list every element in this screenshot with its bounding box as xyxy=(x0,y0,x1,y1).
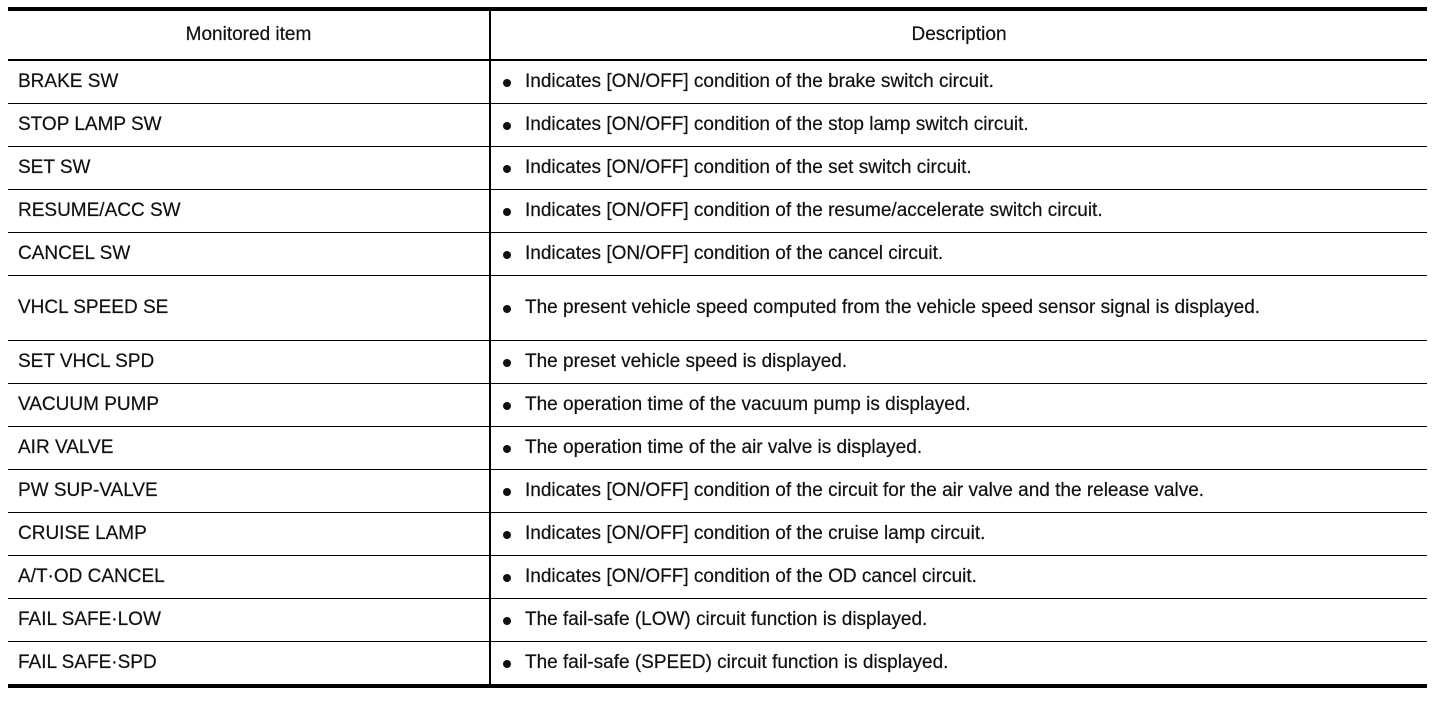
monitored-item-cell: VHCL SPEED SE xyxy=(8,276,490,341)
monitored-item-cell: BRAKE SW xyxy=(8,60,490,104)
table-row xyxy=(8,147,1427,190)
bullet-icon xyxy=(503,251,511,259)
description-cell xyxy=(490,147,1427,190)
table-row xyxy=(8,427,1427,470)
table-row xyxy=(8,384,1427,427)
bullet-icon xyxy=(503,402,511,410)
header-monitored-item: Monitored item xyxy=(8,9,490,60)
table-row xyxy=(8,60,1427,104)
table-row xyxy=(8,642,1427,687)
monitored-item-cell: A/T·OD CANCEL xyxy=(8,556,490,599)
table-row xyxy=(8,104,1427,147)
bullet-icon xyxy=(503,305,511,313)
description-text: The fail-safe (SPEED) circuit function is displayed. xyxy=(525,652,949,673)
bullet-icon xyxy=(503,488,511,496)
description-text: Indicates [ON/OFF] condition of the stop lamp switch circuit. xyxy=(525,114,1029,135)
bullet-icon xyxy=(503,359,511,367)
monitored-item-cell: FAIL SAFE·LOW xyxy=(8,599,490,642)
description-text: Indicates [ON/OFF] condition of the OD cancel circuit. xyxy=(525,566,977,587)
monitored-item-cell: RESUME/ACC SW xyxy=(8,190,490,233)
header-description: Description xyxy=(490,9,1427,60)
bullet-icon xyxy=(503,165,511,173)
table-row xyxy=(8,556,1427,599)
table-row xyxy=(8,470,1427,513)
monitored-item-cell: PW SUP-VALVE xyxy=(8,470,490,513)
table-header-row xyxy=(8,9,1427,60)
monitored-item-cell: SET VHCL SPD xyxy=(8,341,490,384)
table-row xyxy=(8,190,1427,233)
bullet-icon xyxy=(503,79,511,87)
bullet-icon xyxy=(503,574,511,582)
description-cell xyxy=(490,104,1427,147)
table-row xyxy=(8,276,1427,341)
monitored-item-cell: STOP LAMP SW xyxy=(8,104,490,147)
description-text: The fail-safe (LOW) circuit function is displayed. xyxy=(525,609,928,630)
description-cell xyxy=(490,427,1427,470)
monitored-item-cell: CRUISE LAMP xyxy=(8,513,490,556)
description-text: The preset vehicle speed is displayed. xyxy=(525,351,848,372)
description-text: Indicates [ON/OFF] condition of the cancel circuit. xyxy=(525,243,944,264)
description-cell xyxy=(490,190,1427,233)
description-text: The operation time of the vacuum pump is displayed. xyxy=(525,394,971,415)
description-cell xyxy=(490,599,1427,642)
bullet-icon xyxy=(503,660,511,668)
description-text: Indicates [ON/OFF] condition of the cruise lamp circuit. xyxy=(525,523,986,544)
table-row xyxy=(8,599,1427,642)
description-cell xyxy=(490,556,1427,599)
monitored-item-cell: AIR VALVE xyxy=(8,427,490,470)
description-cell xyxy=(490,341,1427,384)
bullet-icon xyxy=(503,208,511,216)
monitored-item-cell: VACUUM PUMP xyxy=(8,384,490,427)
description-cell xyxy=(490,276,1427,341)
description-cell xyxy=(490,470,1427,513)
description-text: Indicates [ON/OFF] condition of the resume/accelerate switch circuit. xyxy=(525,200,1103,221)
description-cell xyxy=(490,233,1427,276)
table-row xyxy=(8,513,1427,556)
bullet-icon xyxy=(503,531,511,539)
monitored-item-table xyxy=(8,7,1427,688)
bullet-icon xyxy=(503,445,511,453)
description-cell xyxy=(490,513,1427,556)
bullet-icon xyxy=(503,617,511,625)
description-text: Indicates [ON/OFF] condition of the set switch circuit. xyxy=(525,157,972,178)
description-text: The present vehicle speed computed from the vehicle speed sensor signal is displayed. xyxy=(525,297,1261,318)
description-text: Indicates [ON/OFF] condition of the circuit for the air valve and the release valve. xyxy=(525,480,1205,501)
bullet-icon xyxy=(503,122,511,130)
description-text: The operation time of the air valve is displayed. xyxy=(525,437,923,458)
table-row xyxy=(8,341,1427,384)
description-cell xyxy=(490,384,1427,427)
description-cell xyxy=(490,60,1427,104)
description-text: Indicates [ON/OFF] condition of the brake switch circuit. xyxy=(525,71,994,92)
monitored-item-cell: SET SW xyxy=(8,147,490,190)
table-row xyxy=(8,233,1427,276)
description-cell xyxy=(490,642,1427,687)
monitored-item-cell: CANCEL SW xyxy=(8,233,490,276)
monitored-item-cell: FAIL SAFE·SPD xyxy=(8,642,490,687)
